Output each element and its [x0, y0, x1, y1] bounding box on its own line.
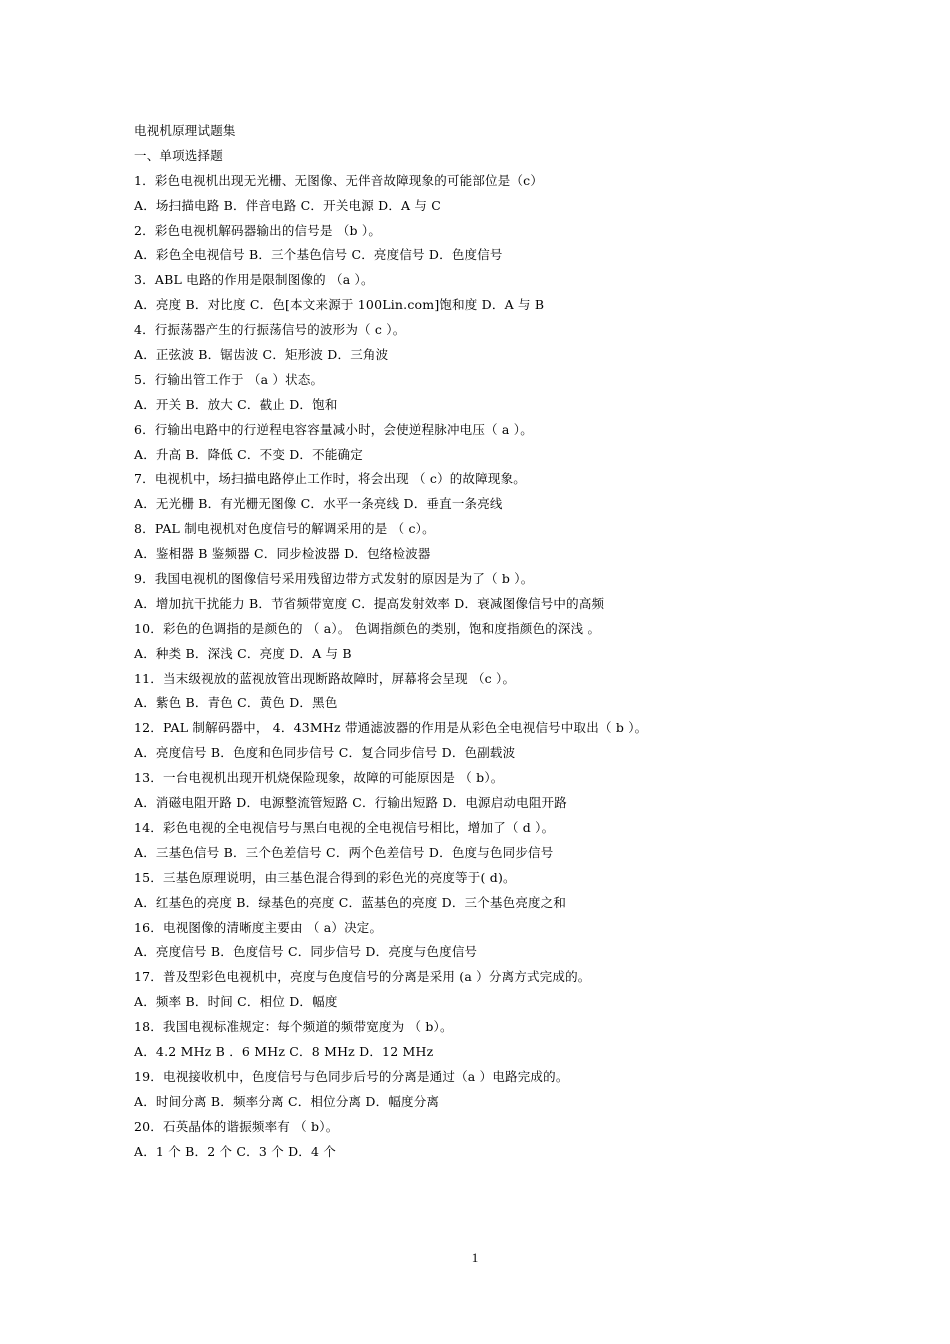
question-11: 11．当末级视放的蓝视放管出现断路故障时，屏幕将会呈现 （c ）。 — [134, 670, 516, 686]
options-2: A．彩色全电视信号 B．三个基色信号 C．亮度信号 D．色度信号 — [134, 247, 503, 263]
question-3: 3．ABL 电路的作用是限制图像的 （a ）。 — [134, 272, 374, 288]
section-heading: 一、单项选择题 — [134, 147, 223, 163]
question-14: 14．彩色电视的全电视信号与黑白电视的全电视信号相比，增加了（ d ）。 — [134, 819, 555, 835]
question-16: 16．电视图像的清晰度主要由 （ a）决定。 — [134, 919, 383, 935]
options-11: A．紫色 B．青色 C．黄色 D．黑色 — [134, 695, 338, 711]
question-15: 15．三基色原理说明，由三基色混合得到的彩色光的亮度等于( d)。 — [134, 869, 516, 885]
question-2: 2．彩色电视机解码器输出的信号是 （b ）。 — [134, 222, 382, 238]
question-13: 13．一台电视机出现开机烧保险现象，故障的可能原因是 （ b）。 — [134, 770, 504, 786]
options-20: A．1 个 B．2 个 C．3 个 D．4 个 — [134, 1143, 337, 1159]
question-6: 6．行输出电路中的行逆程电容容量减小时，会使逆程脉冲电压（ a ）。 — [134, 421, 533, 437]
question-18: 18．我国电视标准规定：每个频道的频带宽度为 （ b）。 — [134, 1019, 453, 1035]
question-12: 12．PAL 制解码器中， 4．43MHz 带通滤波器的作用是从彩色全电视信号中取出（ b ）。 — [134, 720, 648, 736]
options-9: A．增加抗干扰能力 B．节省频带宽度 C．提高发射效率 D．衰减图像信号中的高频 — [134, 595, 605, 611]
document-title: 电视机原理试题集 — [134, 123, 236, 138]
options-18: A．4.2 MHz B ．6 MHz C．8 MHz D．12 MHz — [134, 1043, 434, 1059]
options-16: A．亮度信号 B．色度信号 C．同步信号 D．亮度与色度信号 — [134, 944, 478, 960]
options-5: A．开关 B．放大 C．截止 D．饱和 — [134, 396, 338, 412]
page-number: 1 — [471, 1250, 479, 1265]
options-4: A．正弦波 B．锯齿波 C．矩形波 D．三角波 — [134, 347, 389, 363]
options-3: A．亮度 B．对比度 C．色[本文来源于 100Lin.com]饱和度 D．A 与 B — [134, 297, 545, 313]
options-6: A．升高 B．降低 C．不变 D．不能确定 — [134, 446, 363, 462]
options-19: A．时间分离 B．频率分离 C．相位分离 D．幅度分离 — [134, 1093, 440, 1109]
question-19: 19．电视接收机中，色度信号与色同步后号的分离是通过（a ）电路完成的。 — [134, 1068, 569, 1084]
question-10: 10．彩色的色调指的是颜色的 （ a）。 色调指颜色的类别，饱和度指颜色的深浅 。 — [134, 620, 601, 636]
document-body — [134, 119, 874, 1164]
options-7: A．无光栅 B．有光栅无图像 C．水平一条亮线 D．垂直一条亮线 — [134, 496, 503, 512]
options-12: A．亮度信号 B．色度和色同步信号 C．复合同步信号 D．色副载波 — [134, 745, 516, 761]
question-17: 17．普及型彩色电视机中，亮度与色度信号的分离是采用 (a ）分离方式完成的。 — [134, 969, 591, 985]
options-10: A．种类 B．深浅 C．亮度 D．A 与 B — [134, 645, 352, 661]
question-9: 9．我国电视机的图像信号采用残留边带方式发射的原因是为了（ b ）。 — [134, 571, 534, 587]
question-8: 8．PAL 制电视机对色度信号的解调采用的是 （ c）。 — [134, 521, 435, 537]
options-8: A．鉴相器 B 鉴频器 C．同步检波器 D．包络检波器 — [134, 546, 431, 562]
question-20: 20．石英晶体的谐振频率有 （ b）。 — [134, 1118, 339, 1134]
question-4: 4．行振荡器产生的行振荡信号的波形为（ c ）。 — [134, 322, 406, 338]
options-1: A．场扫描电路 B．伴音电路 C．开关电源 D．A 与 C — [134, 197, 442, 213]
question-7: 7．电视机中，场扫描电路停止工作时，将会出现 （ c）的故障现象。 — [134, 471, 527, 487]
options-14: A．三基色信号 B．三个色差信号 C．两个色差信号 D．色度与色同步信号 — [134, 844, 554, 860]
options-15: A．红基色的亮度 B．绿基色的亮度 C．蓝基色的亮度 D．三个基色亮度之和 — [134, 894, 567, 910]
question-1: 1．彩色电视机出现无光栅、无图像、无伴音故障现象的可能部位是（c） — [134, 172, 544, 188]
options-13: A．消磁电阻开路 D．电源整流管短路 C．行输出短路 D．电源启动电阻开路 — [134, 795, 567, 811]
options-17: A．频率 B．时间 C．相位 D．幅度 — [134, 994, 338, 1010]
question-5: 5．行输出管工作于 （a ）状态。 — [134, 371, 324, 387]
